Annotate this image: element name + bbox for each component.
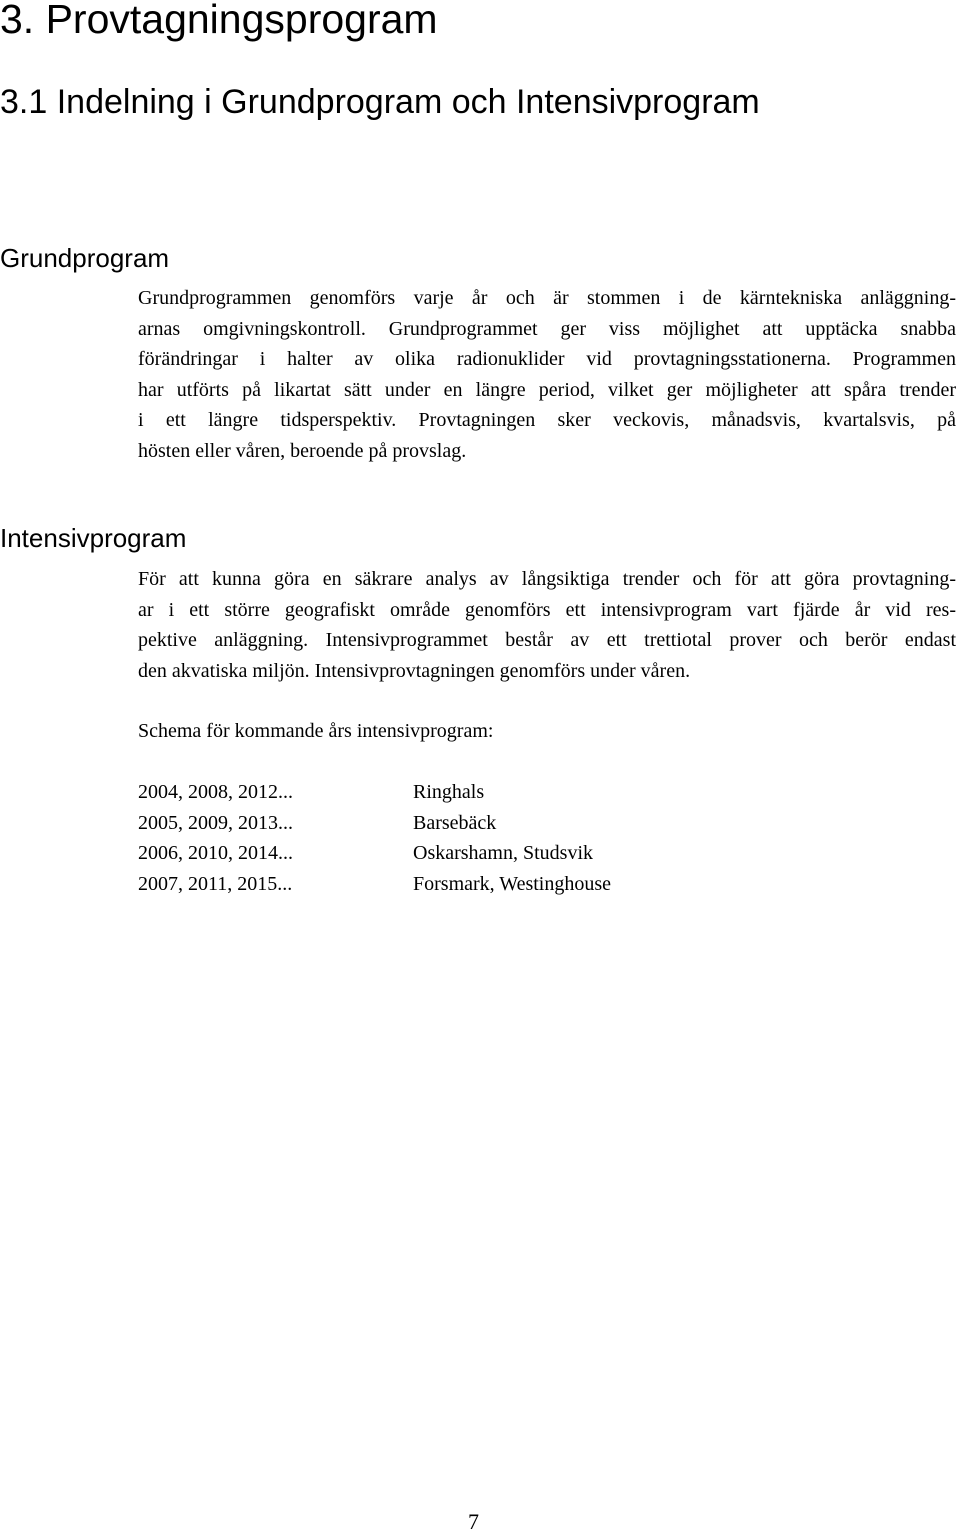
schedule-row — [138, 808, 738, 839]
section-title: 3.1 Indelning i Grundprogram och Intensivprogram — [0, 83, 760, 121]
intensivprogram-heading: Intensivprogram — [0, 523, 187, 553]
schedule-row — [138, 777, 738, 808]
paragraph-line: hösten eller våren, beroende på provslag. — [138, 439, 467, 462]
chapter-title: 3. Provtagningsprogram — [0, 0, 438, 42]
paragraph-line: har utförts på likartat sätt under en längre period, vilket ger möjligheter att spåra trender — [138, 378, 956, 401]
paragraph-line: ar i ett större geografiskt område genomförs ett intensivprogram vart fjärde år vid res- — [138, 598, 956, 621]
schedule-years: 2007, 2011, 2015... — [138, 872, 293, 895]
page-number: 7 — [468, 1509, 479, 1534]
intensivprogram-paragraph — [138, 564, 956, 686]
schedule-site: Oskarshamn, Studsvik — [413, 842, 593, 864]
paragraph-line: För att kunna göra en säkrare analys av långsiktiga trender och för att göra provtagning- — [138, 568, 956, 590]
grundprogram-heading: Grundprogram — [0, 243, 170, 273]
paragraph-line: Grundprogrammen genomförs varje år och är stommen i de kärntekniska anläggning- — [138, 287, 956, 309]
schedule-site: Barsebäck — [413, 811, 497, 834]
schedule-years: 2006, 2010, 2014... — [138, 842, 293, 864]
schema-label: Schema för kommande års intensivprogram: — [138, 720, 494, 742]
schedule-years: 2004, 2008, 2012... — [138, 781, 293, 803]
grundprogram-paragraph — [138, 283, 956, 466]
schedule-years: 2005, 2009, 2013... — [138, 811, 293, 834]
schedule-site: Forsmark, Westinghouse — [413, 872, 612, 895]
paragraph-line: pektive anläggning. Intensivprogrammet består av ett trettiotal prover och berör endast — [138, 629, 956, 651]
paragraph-line: i ett längre tidsperspektiv. Provtagningen sker veckovis, månadsvis, kvartalsvis, på — [138, 409, 956, 431]
schedule-list — [138, 777, 738, 899]
schedule-site: Ringhals — [413, 781, 485, 803]
schedule-row — [138, 869, 738, 900]
schedule-row — [138, 838, 738, 869]
paragraph-line: förändringar i halter av olika radionuklider vid provtagningsstationerna. Programmen — [138, 348, 956, 370]
paragraph-line: den akvatiska miljön. Intensivprovtagningen genomförs under våren. — [138, 659, 691, 682]
paragraph-line: arnas omgivningskontroll. Grundprogrammet ger viss möjlighet att upptäcka snabba — [138, 317, 956, 340]
